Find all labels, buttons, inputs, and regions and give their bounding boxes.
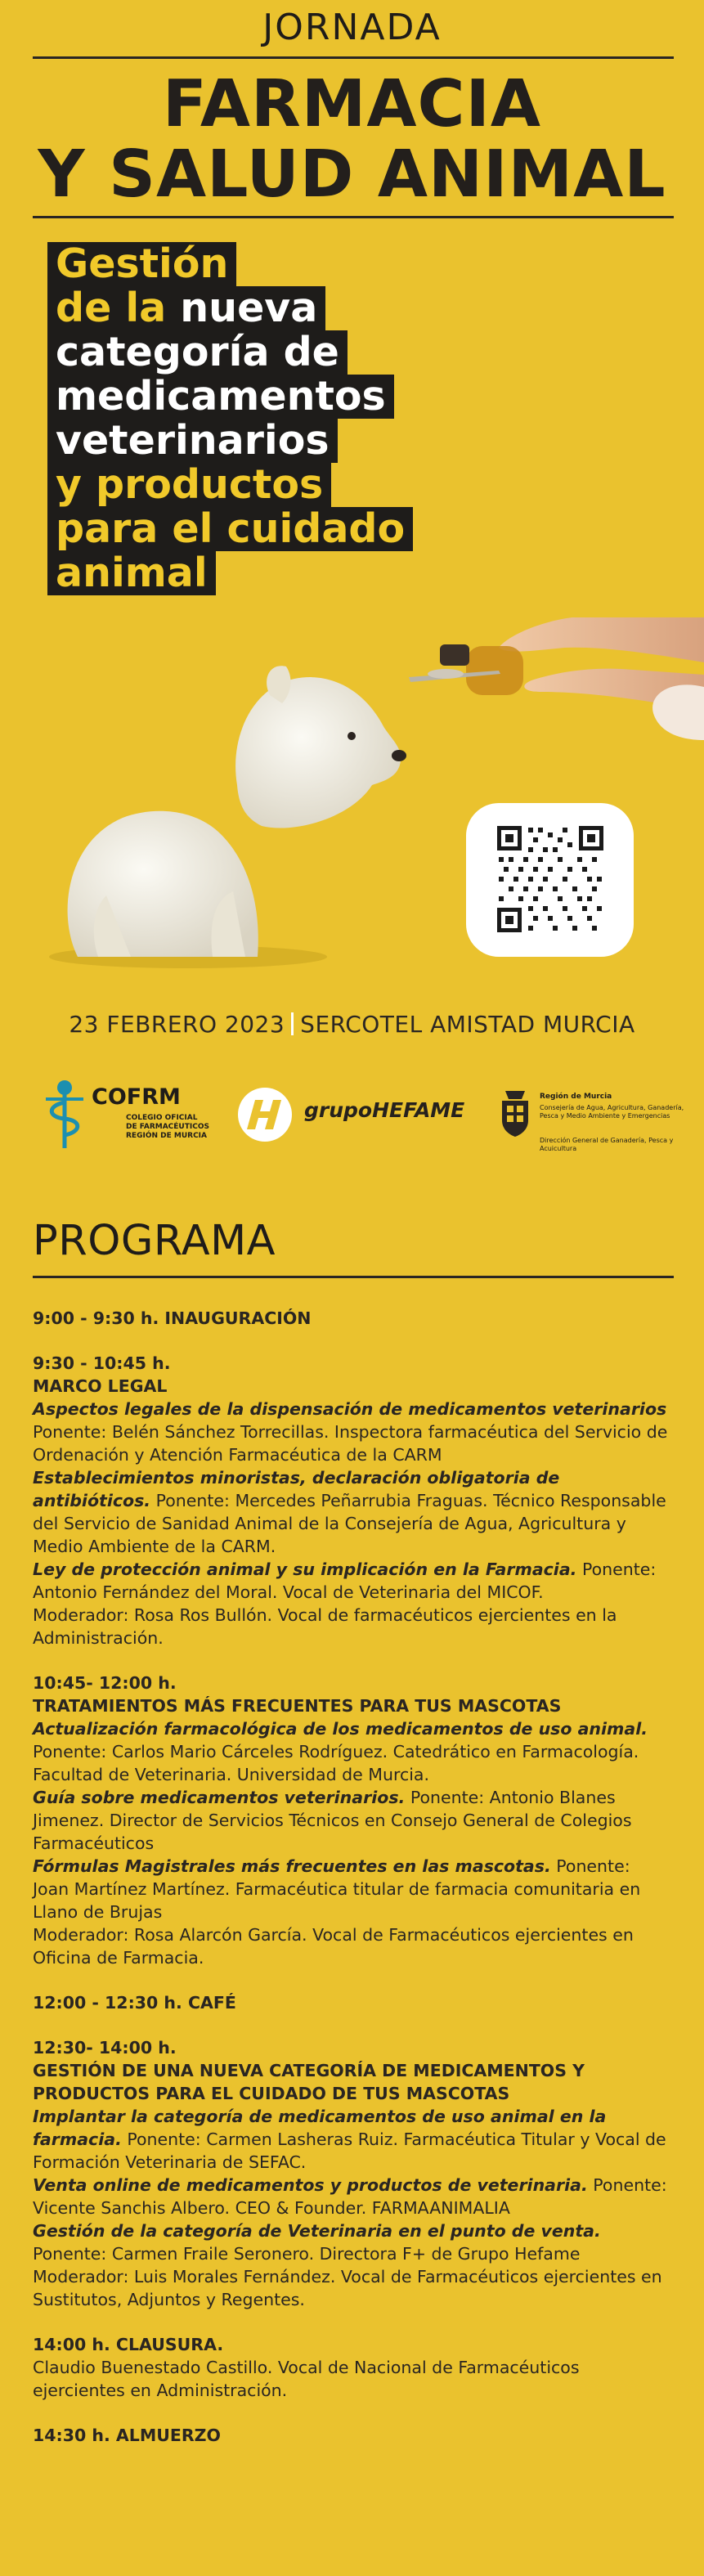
program-item: 9:30 - 10:45 h. MARCO LEGAL Aspectos legales de la dispensación de medicamentos veterinarios Ponente: Belén Sánchez Torrecillas. Inspectora farmacéutica del Servicio de Ordenación y Atención Farmacéutica de la CARM Establecimientos minoristas, declaración obligatoria de antibióticos. Ponente: Mercedes Peñarrubia Fraguas. Técnico Responsable del Servicio de Sanidad Animal de la Consejería de Agua, Agricultura y Medio Ambiente de la CARM. Ley de protección animal y su implicación en la Farmacia. Ponente: Antonio Fernández del Moral. Vocal de Veterinaria del MICOF. Moderador: Rosa Ros Bullón. Vocal de farmacéuticos ejercientes en la Administración. bbox=[33, 1352, 670, 1649]
page-title bbox=[0, 66, 704, 212]
talk: Guía sobre medicamentos veterinarios. Ponente: Antonio Blanes Jimenez. Director de Servicios Técnicos en Consejo General de Colegios Farmacéuticos bbox=[33, 1788, 632, 1853]
event-venue: SERCOTEL AMISTAD MURCIA bbox=[300, 1011, 635, 1038]
divider bbox=[33, 216, 674, 218]
headline-line: medicamentos bbox=[47, 375, 394, 419]
murcia-subtitle: Consejería de Agua, Agricultura, Ganadería, Pesca y Medio Ambiente y Emergencias bbox=[540, 1104, 684, 1120]
talk: Actualización farmacológica de los medicamentos de uso animal. Ponente: Carlos Mario Cárceles Rodríguez. Catedrático en Farmacología. Facultad de Veterinaria. Universidad de Murcia. bbox=[33, 1719, 648, 1784]
headline bbox=[47, 242, 413, 595]
talk: Fórmulas Magistrales más frecuentes en las mascotas. Ponente: Joan Martínez Martínez. Farmacéutica titular de farmacia comunitaria en Llano de Brujas bbox=[33, 1856, 641, 1922]
title-line-1: FARMACIA bbox=[162, 66, 542, 141]
kicker-jornada: JORNADA bbox=[262, 7, 442, 48]
caduceus-icon bbox=[41, 1078, 88, 1151]
logo-cofrm bbox=[41, 1078, 229, 1151]
program-item: 12:30- 14:00 h. GESTIÓN DE UNA NUEVA CATEGORÍA DE MEDICAMENTOS Y PRODUCTOS PARA EL CUIDADO DE TUS MASCOTAS Implantar la categoría de medicamentos de uso animal en la farmacia. Ponente: Carmen Lasheras Ruiz. Farmacéutica Titular y Vocal de Formación Veterinaria de SEFAC. Venta online de medicamentos y productos de veterinaria. Ponente: Vicente Sanchis Albero. CEO & Founder. FARMAANIMALIA Gestión de la categoría de Veterinaria en el punto de venta. Ponente: Carmen Fraile Seronero. Directora F+ de Grupo Hefame Moderador: Luis Morales Fernández. Vocal de Farmacéuticos ejercientes en Sustitutos, Adjuntos y Regentes. bbox=[33, 2036, 670, 2311]
talk: Venta online de medicamentos y productos de veterinaria. Ponente: Vicente Sanchis Albero. CEO & Founder. FARMAANIMALIA bbox=[33, 2175, 667, 2218]
qr-code-card[interactable] bbox=[466, 803, 634, 957]
coat-of-arms-icon bbox=[497, 1088, 533, 1138]
divider bbox=[33, 56, 674, 59]
program-item: 12:00 - 12:30 h. CAFÉ bbox=[33, 1993, 236, 2013]
headline-line: animal bbox=[47, 551, 216, 595]
talk: Gestión de la categoría de Veterinaria en el punto de venta. Ponente: Carmen Fraile Seronero. Directora F+ de Grupo Hefame bbox=[33, 2221, 601, 2264]
program-item: 14:30 h. ALMUERZO bbox=[33, 2426, 221, 2445]
talk: Establecimientos minoristas, declaración obligatoria de antibióticos. Ponente: Mercedes Peñarrubia Fraguas. Técnico Responsable del Servicio de Sanidad Animal de la Consejería de Agua, Agricultura y Medio Ambiente de la CARM. bbox=[33, 1468, 666, 1556]
section-heading-programa: PROGRAMA bbox=[33, 1217, 276, 1265]
talk: Aspectos legales de la dispensación de medicamentos veterinarios Ponente: Belén Sánchez Torrecillas. Inspectora farmacéutica del Servicio de Ordenación y Atención Farmacéutica de la CARM bbox=[33, 1399, 668, 1465]
headline-line: para el cuidado bbox=[47, 507, 413, 551]
separator bbox=[291, 1012, 294, 1035]
hefame-h-icon bbox=[237, 1087, 293, 1142]
headline-line: veterinarios bbox=[47, 419, 338, 463]
program-item: 14:00 h. CLAUSURA. Claudio Buenestado Castillo. Vocal de Nacional de Farmacéuticos ejercientes en Administración. bbox=[33, 2335, 580, 2400]
event-date: 23 FEBRERO 2023 bbox=[69, 1011, 285, 1038]
qr-code[interactable] bbox=[497, 826, 603, 932]
murcia-title: Región de Murcia bbox=[540, 1093, 612, 1101]
headline-line: y productos bbox=[47, 463, 331, 507]
moderator: Moderador: Rosa Ros Bullón. Vocal de farmacéuticos ejercientes en la Administración. bbox=[33, 1605, 617, 1648]
program-list bbox=[33, 1307, 670, 2469]
headline-line: Gestión bbox=[47, 242, 236, 286]
logo-region-murcia bbox=[497, 1088, 693, 1161]
event-info bbox=[0, 1011, 704, 1038]
headline-line: de la nueva bbox=[47, 286, 325, 330]
moderator: Moderador: Rosa Alarcón García. Vocal de Farmacéuticos ejercientes en Oficina de Farmacia. bbox=[33, 1925, 634, 1968]
program-item: 9:00 - 9:30 h. INAUGURACIÓN bbox=[33, 1308, 312, 1328]
murcia-subtitle-2: Dirección General de Ganadería, Pesca y Acuicultura bbox=[540, 1137, 674, 1152]
program-item: 10:45- 12:00 h. TRATAMIENTOS MÁS FRECUENTES PARA TUS MASCOTAS Actualización farmacológica de los medicamentos de uso animal. Ponente: Carlos Mario Cárceles Rodríguez. Catedrático en Farmacología. Facultad de Veterinaria. Universidad de Murcia. Guía sobre medicamentos veterinarios. Ponente: Antonio Blanes Jimenez. Director de Servicios Técnicos en Consejo General de Colegios Farmacéuticos Fórmulas Magistrales más frecuentes en las mascotas. Ponente: Joan Martínez Martínez. Farmacéutica titular de farmacia comunitaria en Llano de Brujas Moderador: Rosa Alarcón García. Vocal de Farmacéuticos ejercientes en Oficina de Farmacia. bbox=[33, 1672, 670, 1969]
cofrm-subtitle: COLEGIO OFICIAL DE FARMACÉUTICOS REGIÓN DE MURCIA bbox=[126, 1114, 209, 1140]
cofrm-name: COFRM bbox=[92, 1084, 181, 1110]
talk: Implantar la categoría de medicamentos de uso animal en la farmacia. Ponente: Carmen Lasheras Ruiz. Farmacéutica Titular y Vocal de Formación Veterinaria de SEFAC. bbox=[33, 2107, 666, 2172]
moderator: Moderador: Luis Morales Fernández. Vocal de Farmacéuticos ejercientes en Sustitutos, Adjuntos y Regentes. bbox=[33, 2267, 662, 2309]
divider bbox=[33, 1276, 674, 1278]
headline-line: categoría de bbox=[47, 330, 348, 375]
talk: Ley de protección animal y su implicación en la Farmacia. Ponente: Antonio Fernández del Moral. Vocal de Veterinaria del MICOF. bbox=[33, 1560, 657, 1602]
title-line-2: Y SALUD ANIMAL bbox=[38, 137, 666, 212]
logo-hefame bbox=[237, 1084, 465, 1149]
hefame-name: grupoHEFAME bbox=[304, 1098, 465, 1122]
